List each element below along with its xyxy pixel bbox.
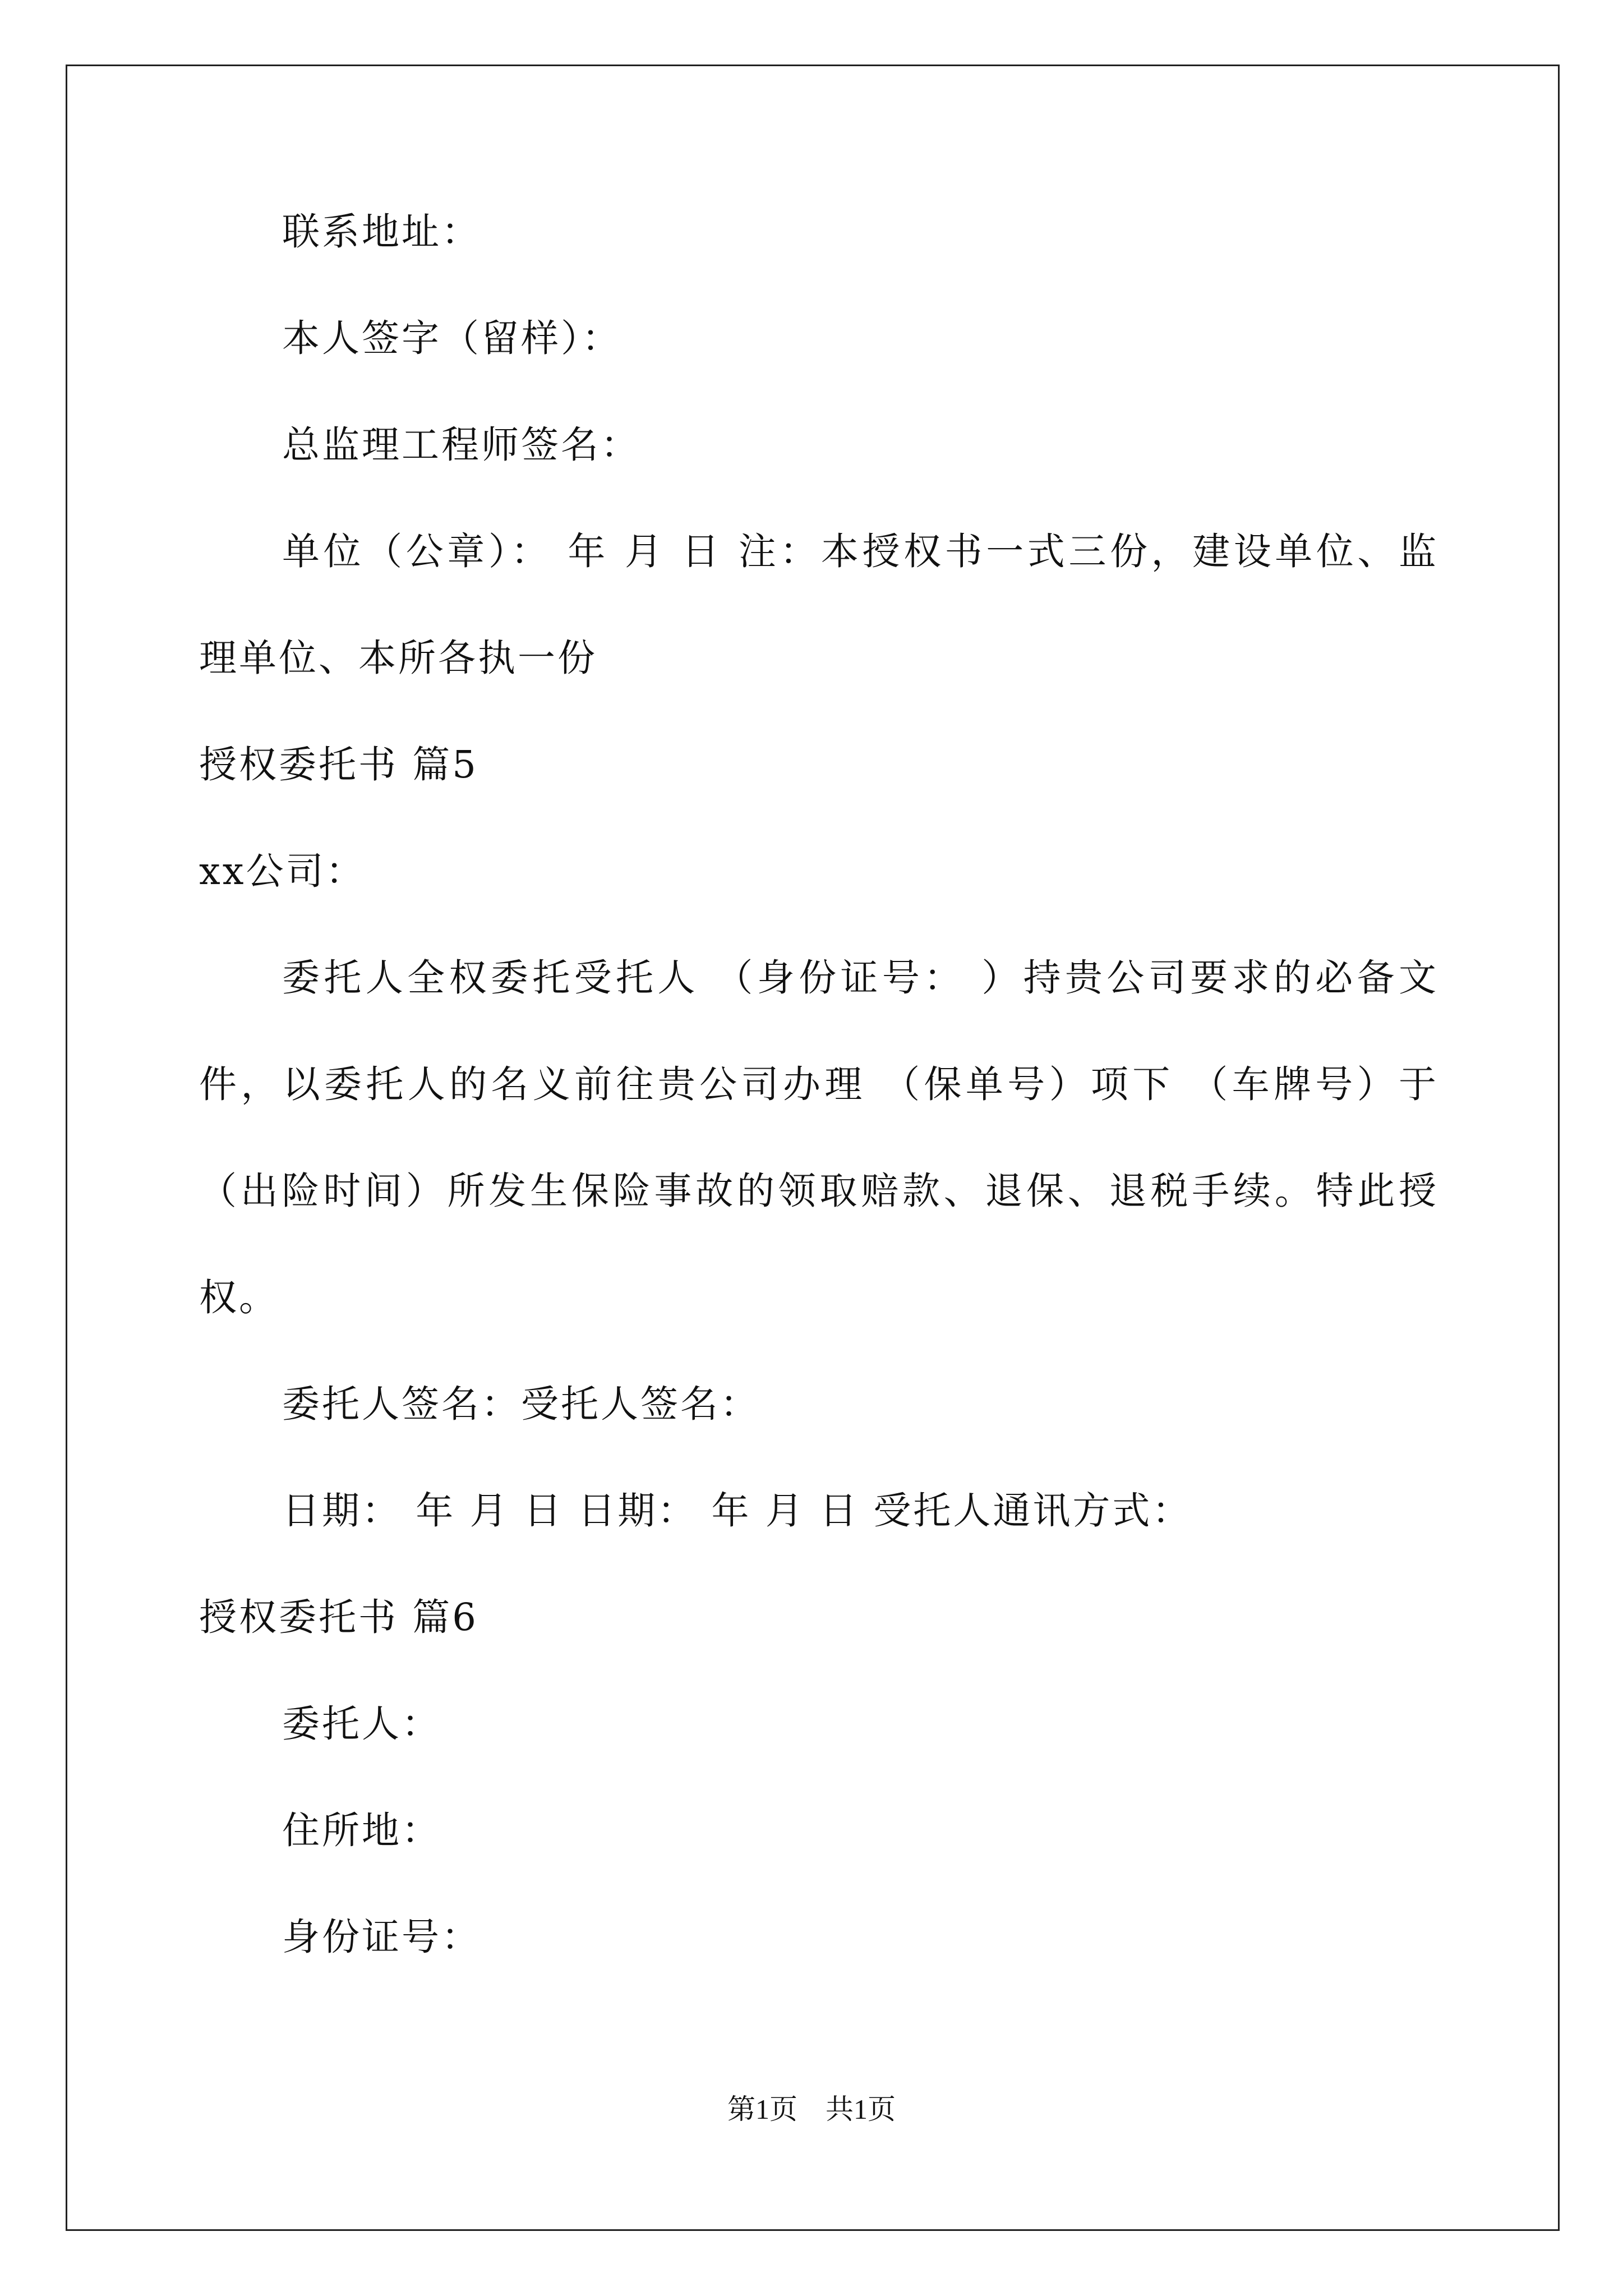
authorization-paragraph-line-3: （出险时间）所发生保险事故的领取赔款、退保、退税手续。特此授 <box>199 1169 1438 1213</box>
chief-engineer-signature-line: 总监理工程师签名： <box>282 423 640 467</box>
section-heading-5: 授权委托书 篇5 <box>199 743 478 786</box>
unit-seal-note-line-2: 理单位、本所各执一份 <box>199 636 597 680</box>
authorization-paragraph-line-2: 件，以委托人的名义前往贵公司办理 （保单号）项下 （车牌号）于 <box>199 1062 1438 1106</box>
authorization-paragraph-line-4: 权。 <box>199 1276 279 1319</box>
domicile-line: 住所地： <box>282 1809 441 1852</box>
id-number-line: 身份证号： <box>282 1915 481 1959</box>
principal-line: 委托人： <box>282 1702 441 1746</box>
section-heading-6: 授权委托书 篇6 <box>199 1595 478 1639</box>
contact-address-line: 联系地址： <box>282 210 481 254</box>
signatures-line: 委托人签名：受托人签名： <box>282 1382 760 1426</box>
signature-sample-line: 本人签字（留样）： <box>282 316 622 360</box>
authorization-paragraph-line-1: 委托人全权委托受托人 （身份证号： ）持贵公司要求的必备文 <box>282 956 1438 1000</box>
unit-seal-note-line-1: 单位（公章）： 年 月 日 注：本授权书一式三份，建设单位、监 <box>282 530 1438 573</box>
dates-contact-line: 日期： 年 月 日 日期： 年 月 日 受托人通讯方式： <box>282 1489 1192 1533</box>
page-border <box>66 65 1560 2231</box>
addressee-line: xx公司： <box>199 849 366 893</box>
page-number-footer: 第1页 共1页 <box>727 2093 896 2125</box>
